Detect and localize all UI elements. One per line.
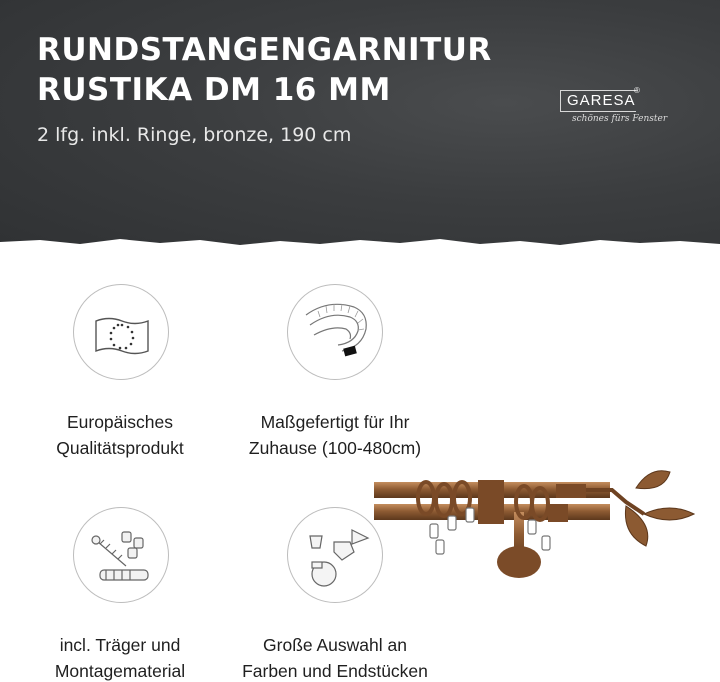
screws-dowels-icon [73, 507, 169, 603]
logo-brand-text: GARESA [567, 92, 636, 109]
page-title [37, 30, 492, 110]
header-banner [0, 0, 720, 258]
measuring-tape-icon [287, 284, 383, 380]
finials-icon [287, 507, 383, 603]
curtain-rod-product [374, 462, 720, 582]
eu-flag-icon [73, 284, 169, 380]
page-subtitle: 2 lfg. inkl. Ringe, bronze, 190 cm [37, 124, 352, 146]
torn-edge [0, 228, 720, 258]
feature-label-eu: Europäisches Qualitätsprodukt [56, 412, 184, 458]
logo-slogan: schönes fürs Fenster [572, 114, 668, 124]
brand-logo [560, 86, 700, 130]
feature-label-measuring: Maßgefertigt für Ihr Zuhause (100-480cm) [248, 412, 422, 458]
feature-label-finials: Große Auswahl an Farben und Endstücken [242, 635, 428, 681]
feature-label-mounting: incl. Träger und Montagematerial [54, 635, 186, 681]
title-line-2: RUSTIKA DM 16 MM [37, 72, 391, 108]
logo-registered-mark: ® [634, 86, 640, 95]
title-line-1: RUNDSTANGENGARNITUR [37, 32, 492, 68]
